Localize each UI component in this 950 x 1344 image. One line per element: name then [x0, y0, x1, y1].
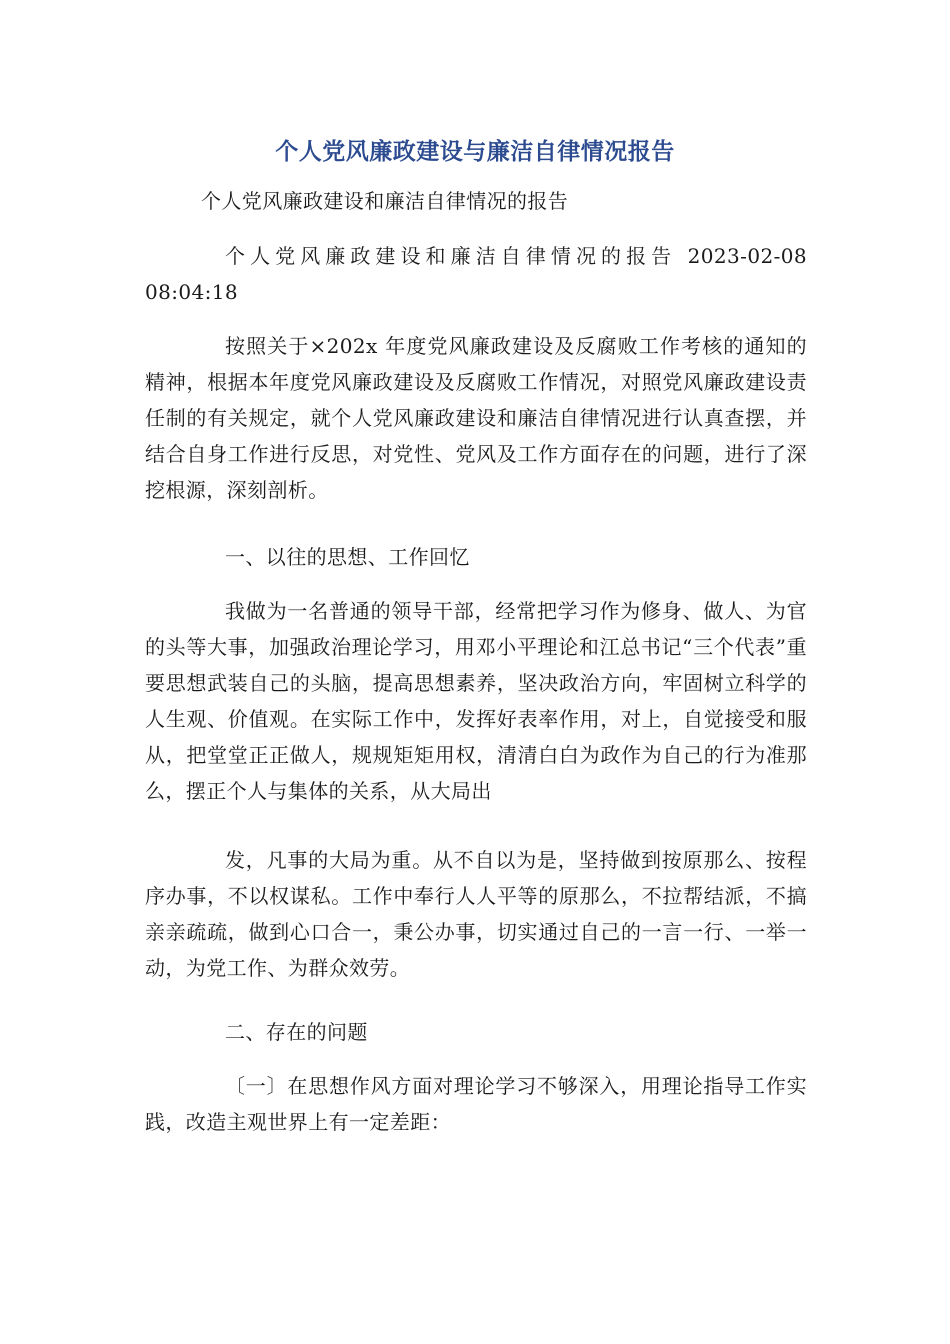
document-subtitle: 个人党风廉政建设和廉洁自律情况的报告 — [201, 189, 569, 213]
document-title: 个人党风廉政建设与廉洁自律情况报告 — [275, 139, 675, 165]
section-heading-2: 二、存在的问题 — [225, 1020, 368, 1044]
paragraph-problem-1: 〔一〕在思想作风方面对理论学习不够深入，用理论指导工作实践，改造主观世界上有一定差距： — [145, 1074, 807, 1134]
paragraph-intro: 按照关于×202x 年度党风廉政建设及反腐败工作考核的通知的精神，根据本年度党风廉政建设及反腐败工作情况，对照党风廉政建设责任制的有关规定，就个人党风廉政建设和廉洁自律情况进行认真查摆，并结合自身工作进行反思，对党性、党风及工作方面存在的问题，进行了深挖根源，深刻剖析。 — [145, 334, 807, 502]
dated-line: 个人党风廉政建设和廉洁自律情况的报告 2023-02-08 08:04:18 — [145, 244, 807, 304]
paragraph-review-1: 我做为一名普通的领导干部，经常把学习作为修身、做人、为官的头等大事，加强政治理论学习，用邓小平理论和江总书记“三个代表”重要思想武装自己的头脑，提高思想素养，坚决政治方向，牢固树立科学的人生观、价值观。在实际工作中，发挥好表率作用，对上，自觉接受和服从，把堂堂正正做人，规规矩矩用权，清清白白为政作为自己的行为准那么，摆正个人与集体的关系，从大局出 — [145, 599, 807, 803]
paragraph-review-2: 发，凡事的大局为重。从不自以为是，坚持做到按原那么、按程序办事，不以权谋私。工作中奉行人人平等的原那么，不拉帮结派，不搞亲亲疏疏，做到心口合一，秉公办事，切实通过自己的一言一行、一举一动，为党工作、为群众效劳。 — [145, 848, 807, 980]
section-heading-1: 一、以往的思想、工作回忆 — [225, 545, 470, 569]
